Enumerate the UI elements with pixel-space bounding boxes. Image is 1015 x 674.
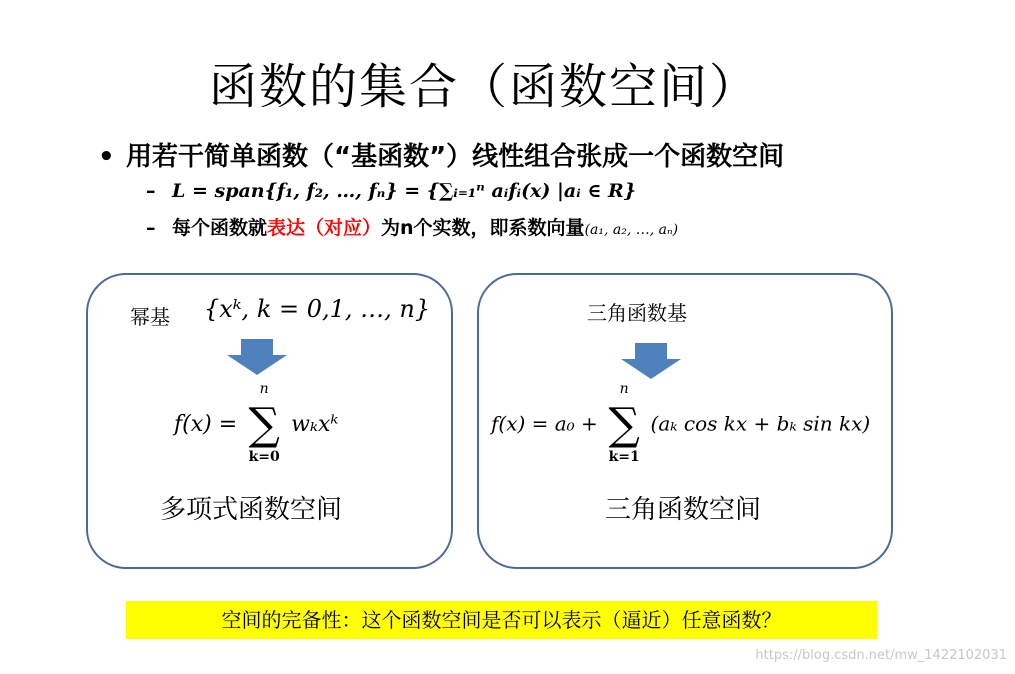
main-bullet bbox=[98, 136, 784, 173]
note-emphasis: 表达（对应） bbox=[267, 217, 382, 239]
trig-rhs: (aₖ cos kx + bₖ sin kx) bbox=[650, 411, 871, 436]
trig-lhs: f(x) = a₀ + bbox=[491, 411, 598, 436]
polynomial-rhs: wₖxᵏ bbox=[291, 412, 339, 437]
span-definition bbox=[146, 180, 636, 202]
span-formula: L = span{f₁, f₂, …, fₙ} = {∑ᵢ₌₁ⁿ aᵢfᵢ(x) |aᵢ ∈ R} bbox=[172, 180, 637, 202]
trig-formula bbox=[491, 381, 871, 465]
dash-2: – bbox=[146, 217, 156, 239]
dash-1: – bbox=[146, 180, 156, 202]
down-arrow-icon bbox=[619, 343, 683, 381]
trig-box bbox=[477, 273, 893, 569]
power-basis-label: 幂基 bbox=[130, 305, 170, 329]
note-part-b: 为n个实数，即系数向量 bbox=[381, 217, 585, 239]
trig-basis-label: 三角函数基 bbox=[587, 301, 687, 325]
power-basis-set: {xᵏ, k = 0,1, …, n} bbox=[204, 295, 431, 323]
polynomial-space-name: 多项式函数空间 bbox=[160, 495, 343, 525]
bullet-text: 用若干简单函数（“基函数”）线性组合张成一个函数空间 bbox=[126, 142, 785, 172]
sum-symbol: ∑ bbox=[248, 399, 280, 450]
sum-lower-limit: k=0 bbox=[248, 449, 280, 465]
coefficient-note bbox=[146, 213, 678, 240]
sum-lower-limit: k=1 bbox=[608, 449, 640, 465]
sum-operator bbox=[244, 381, 284, 465]
sum-operator bbox=[604, 381, 644, 465]
sum-symbol: ∑ bbox=[608, 399, 640, 450]
watermark: https://blog.csdn.net/mw_1422102031 bbox=[755, 648, 1007, 663]
sum-upper-limit: n bbox=[619, 381, 629, 397]
sum-upper-limit: n bbox=[259, 381, 269, 397]
coefficient-vector: (a₁, a₂, …, aₙ) bbox=[584, 222, 679, 238]
down-arrow-icon bbox=[225, 339, 289, 377]
polynomial-lhs: f(x) = bbox=[174, 412, 238, 437]
polynomial-box bbox=[86, 273, 453, 569]
note-part-a: 每个函数就 bbox=[172, 217, 268, 239]
polynomial-formula bbox=[174, 381, 339, 465]
slide-title: 函数的集合（函数空间） bbox=[208, 59, 759, 115]
trig-space-name: 三角函数空间 bbox=[605, 495, 762, 525]
bullet-dot: • bbox=[98, 142, 115, 172]
completeness-note: 空间的完备性：这个函数空间是否可以表示（逼近）任意函数？ bbox=[126, 601, 877, 639]
